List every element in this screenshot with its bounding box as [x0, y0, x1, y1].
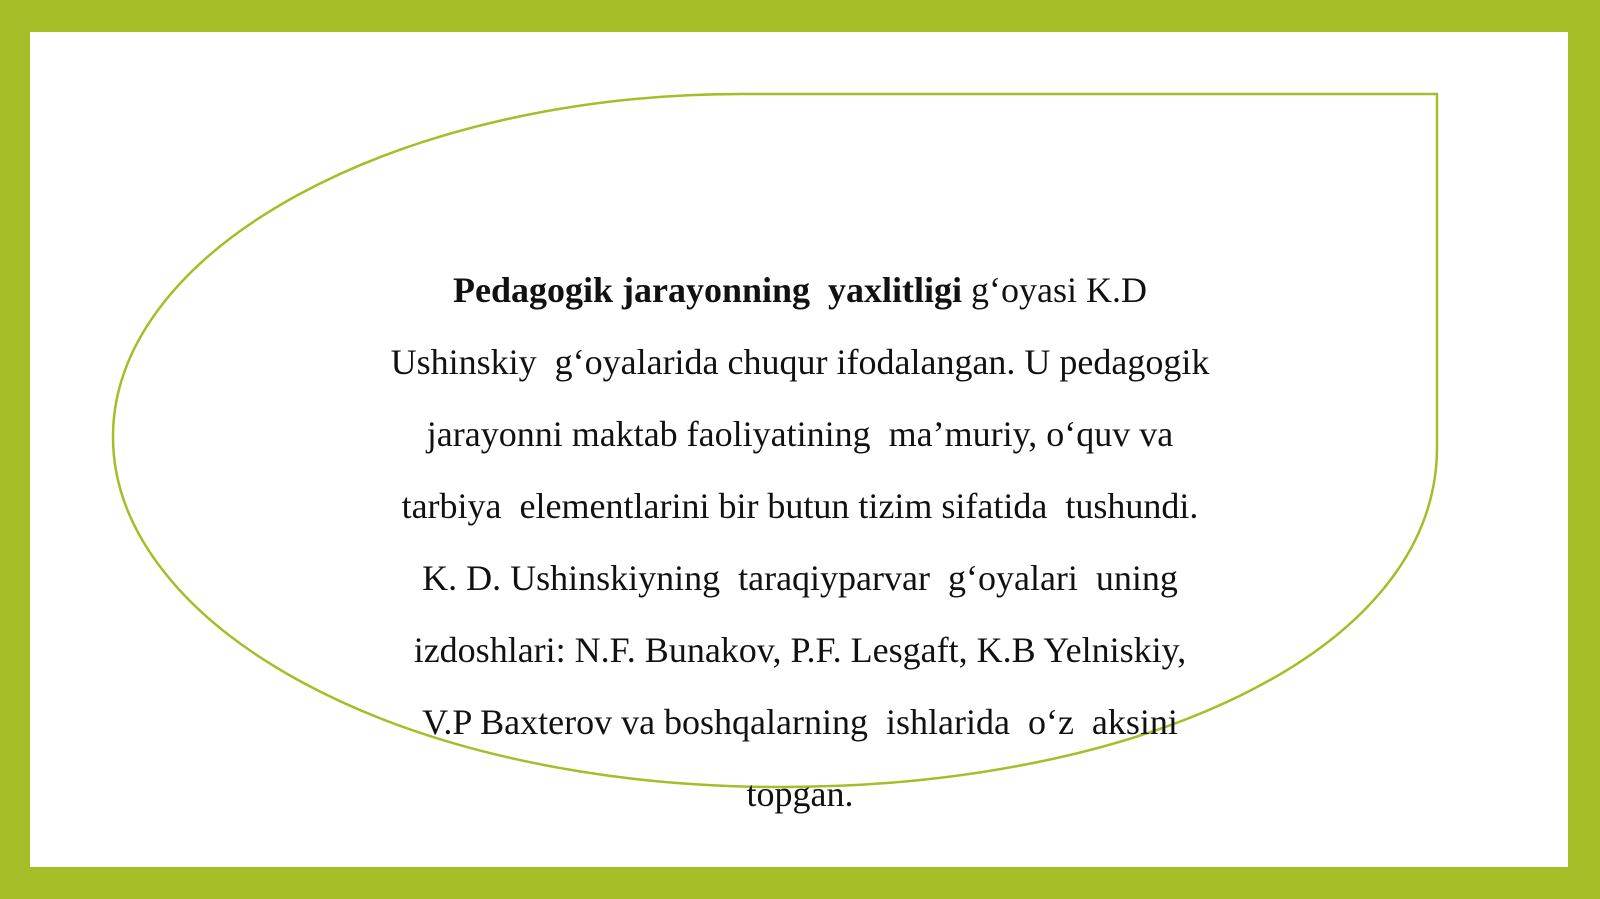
text-line-5: K. D. Ushinskiyning taraqiyparvar g‘oyalari uning	[422, 558, 1178, 598]
text-line-2: Ushinskiy g‘oyalarida chuqur ifodalangan. U pedagogik	[390, 342, 1210, 382]
text-line-8: topgan.	[746, 774, 854, 814]
body-text	[330, 254, 1270, 830]
line-1-rest: g‘oyasi K.D	[962, 270, 1148, 310]
text-line-7: V.P Baxterov va boshqalarning ishlarida o‘z aksini	[422, 702, 1178, 742]
text-line-1	[330, 254, 1270, 326]
text-line-4: tarbiya elementlarini bir butun tizim sifatida tushundi.	[401, 486, 1199, 526]
slide-canvas	[30, 32, 1568, 867]
text-line-3: jarayonni maktab faoliyatining ma’muriy, o‘quv va	[426, 414, 1174, 454]
text-line-6: izdoshlari: N.F. Bunakov, P.F. Lesgaft, K.B Yelniskiy,	[413, 630, 1187, 670]
bold-lead: Pedagogik jarayonning yaxlitligi	[452, 270, 963, 310]
